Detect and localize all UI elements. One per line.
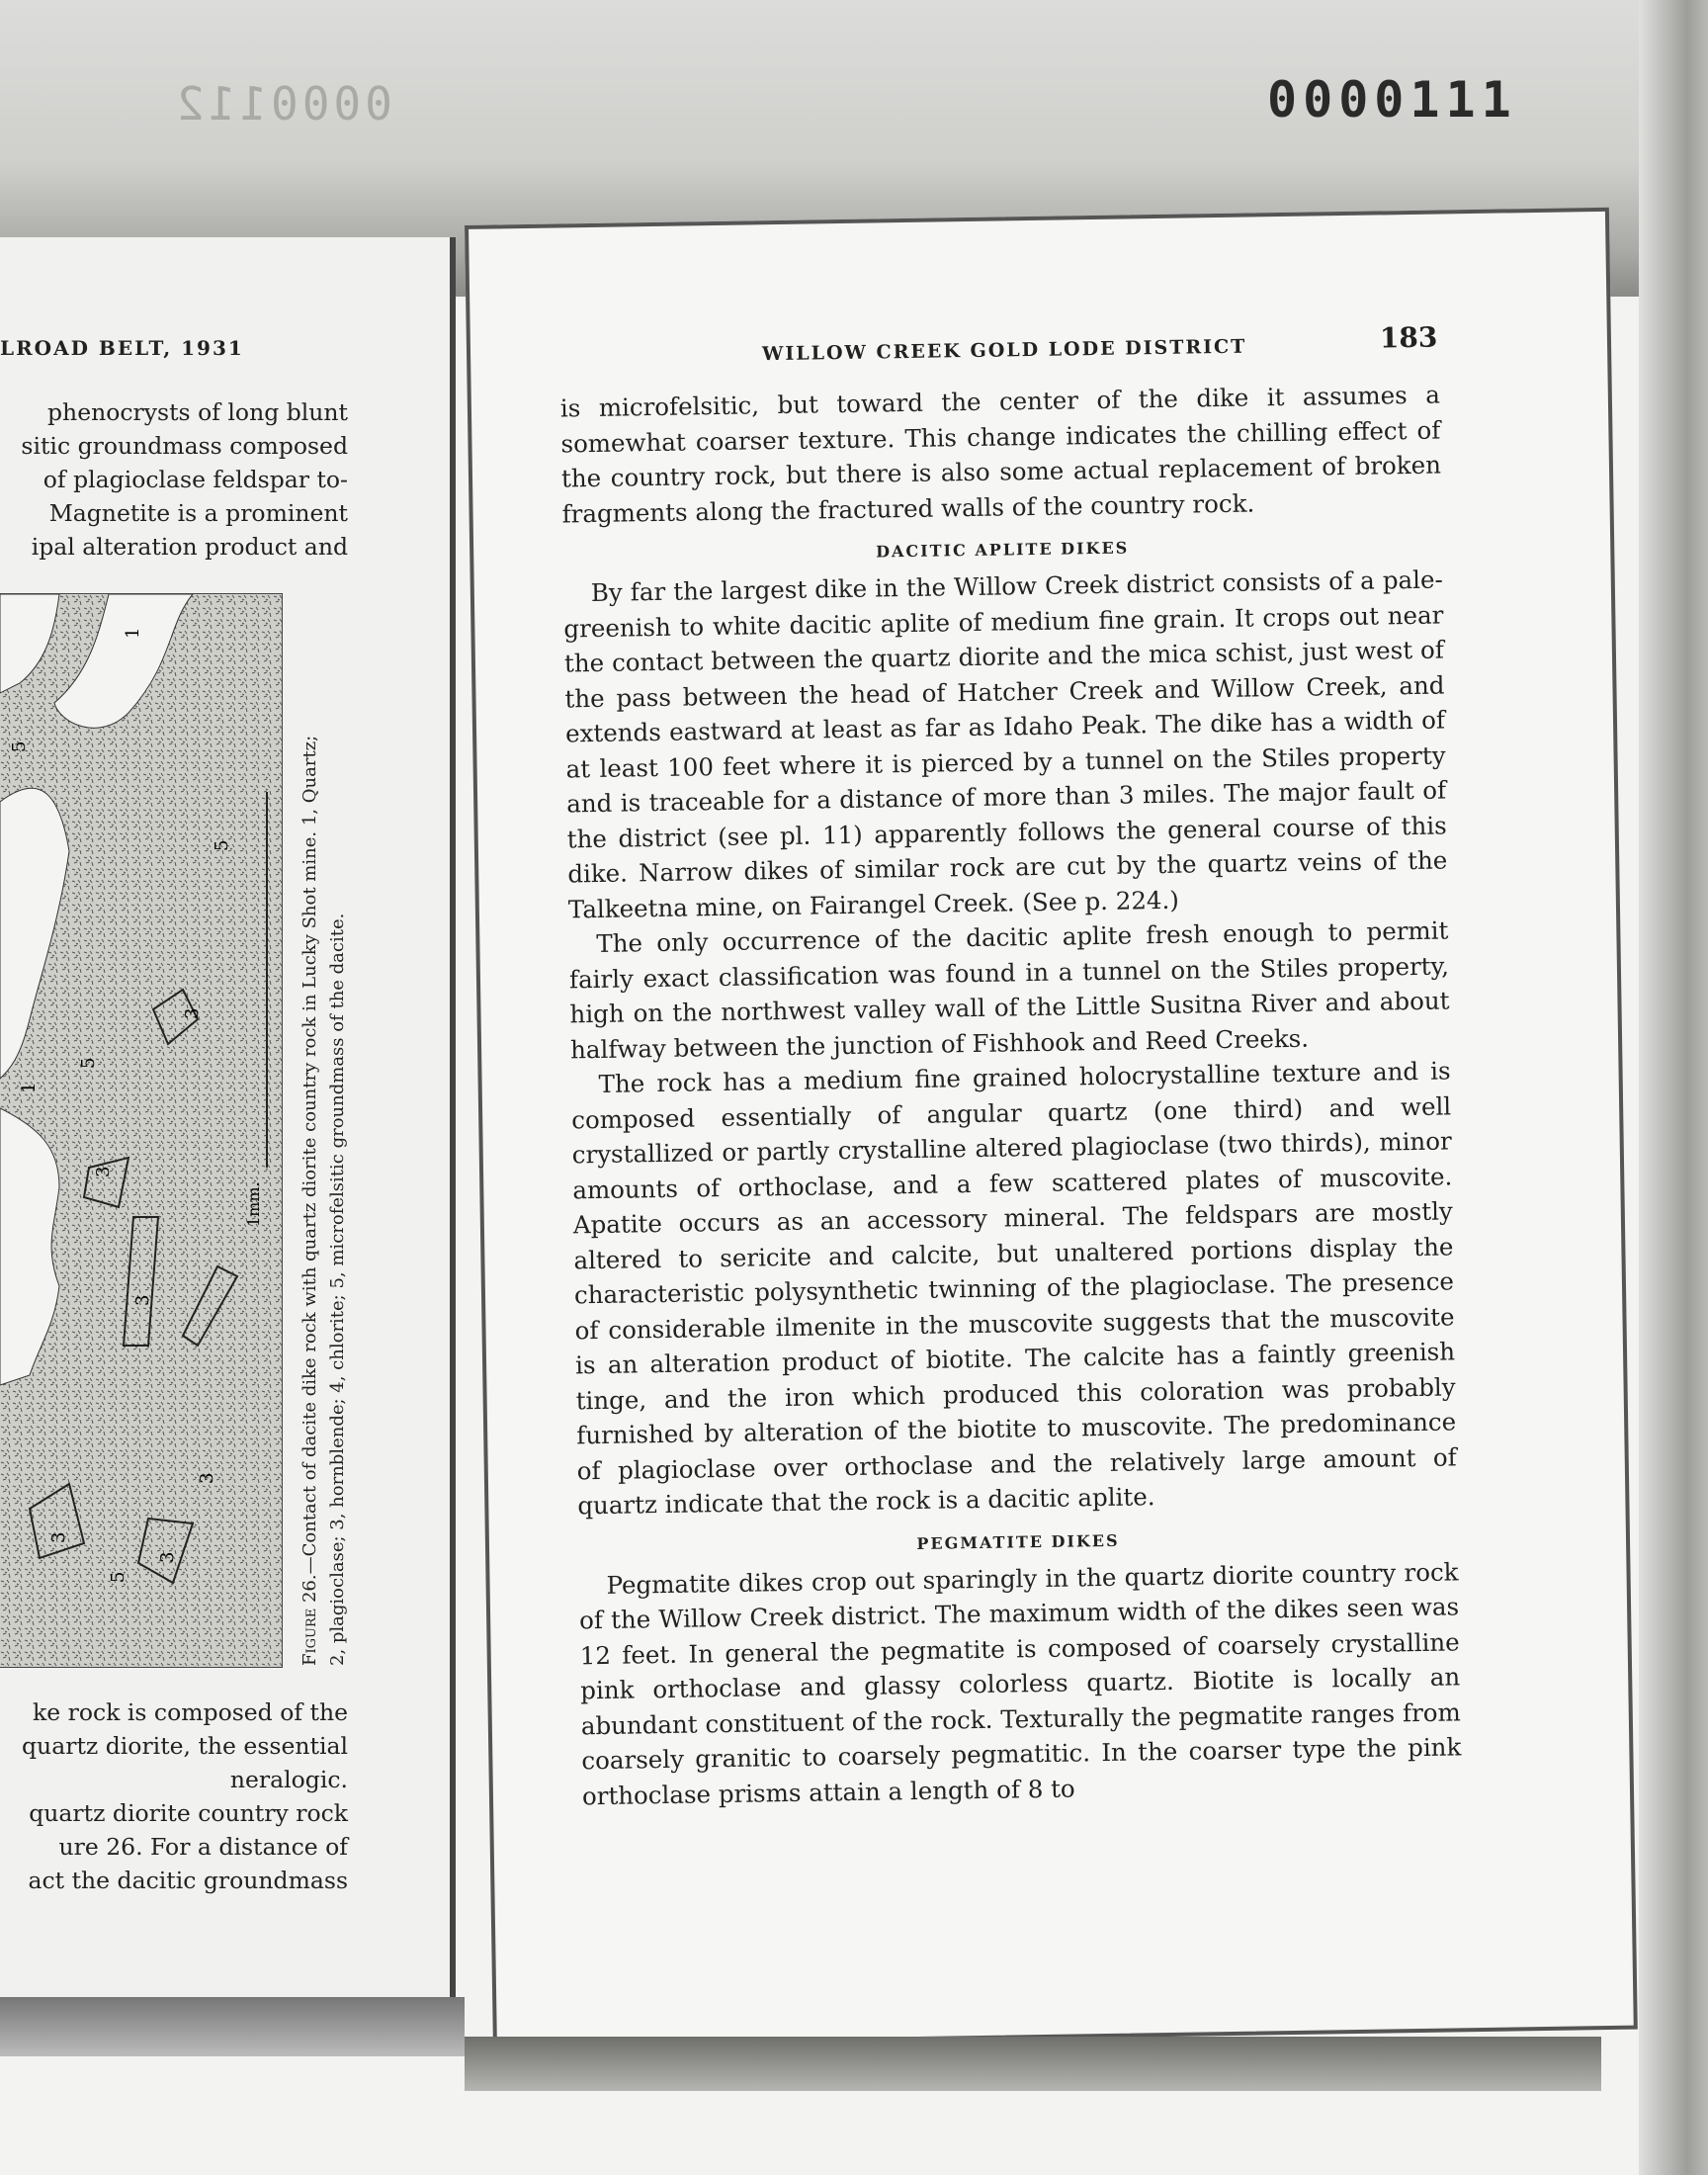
paragraph: The only occurrence of the dacitic aplite fresh enough to permit fairly exact classification was found in a tunnel on the Stiles property, high on the northwest valley wall of the Little Susitna River and about halfway between the junction of Fishhook and Reed Creeks. <box>568 915 1450 1064</box>
caption-line: 2, plagioclase; 3, hornblende; 4, chlorite; 5, microfelsitic groundmass of the dacite. <box>327 913 348 1666</box>
left-bottom-text <box>10 1696 348 1897</box>
paragraph: By far the largest dike in the Willow Creek district consists of a pale-greenish to white dacitic aplite of medium fine grain. It crops out near the contact between the quartz diorite and the mica schist, just west of the pass between the head of Hatcher Creek and Willow Creek, and extends eastward at least as far as Idaho Peak. The dike has a width of at least 100 feet where it is pierced by a tunnel on the Stiles property and is traceable for a distance of more than 3 miles. The major fault of the district (see pl. 11) apparently follows the general course of this dike. Narrow dikes of similar rock are cut by the quartz veins of the Talkeetna mine, on Fairangel Creek. (See p. 224.) <box>563 565 1448 923</box>
caption-line <box>297 593 324 1666</box>
caption-lead: Figure 26. <box>299 1574 320 1666</box>
right-page <box>465 208 1638 2047</box>
microscope-drawing <box>0 594 282 1667</box>
ghost-stamp-number: 0000112 <box>173 77 392 130</box>
left-text-line: neralogic. <box>229 1766 348 1793</box>
figure-label: 3 <box>182 1007 203 1019</box>
document-stamp-number: 0000111 <box>1267 71 1517 129</box>
figure-label: 3 <box>157 1551 178 1563</box>
figure-label: 1 <box>123 627 143 639</box>
left-text-line: phenocrysts of long blunt <box>47 398 348 426</box>
figure-label: 3 <box>197 1472 217 1484</box>
left-page <box>0 237 456 2037</box>
scale-label: 1mm. <box>244 1181 263 1227</box>
figure-label: 3 <box>93 1166 114 1177</box>
left-text-line: ke rock is composed of the <box>33 1698 348 1726</box>
figure-label: 1 <box>19 1082 40 1093</box>
figure-label: 5 <box>212 839 232 851</box>
left-text-line: act the dacitic groundmass <box>28 1867 348 1894</box>
figure-label: 5 <box>108 1571 128 1583</box>
left-text-line: quartz diorite, the essential <box>22 1732 348 1760</box>
body-text <box>560 378 1462 1814</box>
figure-label: 3 <box>132 1294 153 1306</box>
figure-26-caption <box>297 593 376 1666</box>
running-head: WILLOW CREEK GOLD LODE DISTRICT <box>761 335 1247 366</box>
left-text-line: ure 26. For a distance of <box>58 1833 348 1861</box>
left-top-text <box>10 395 348 564</box>
figure-26-drawing <box>0 593 283 1668</box>
left-running-head: LROAD BELT, 1931 <box>0 336 244 360</box>
section-heading-dacitic: DACITIC APLITE DIKES <box>876 538 1130 562</box>
figure-label: 3 <box>48 1531 69 1543</box>
caption-text: —Contact of dacite dike rock with quartz diorite country rock in Lucky Shot mine. 1, Quartz; <box>299 735 320 1575</box>
scan-shadow-right <box>1639 0 1708 2175</box>
left-text-line: Magnetite is a prominent <box>48 499 348 527</box>
figure-label: 5 <box>9 740 30 752</box>
left-text-line: ipal alteration product and <box>31 533 348 561</box>
figure-label: 5 <box>78 1057 99 1069</box>
left-text-line: quartz diorite country rock <box>29 1799 348 1827</box>
right-page-shadow <box>465 2037 1601 2091</box>
paragraph-opening: is microfelsitic, but toward the center of the dike it assumes a somewhat coarser texture. This change indicates the chilling effect of the country rock, but there is also some actual replacement of broken fragments along the fractured walls of the country rock. <box>559 380 1442 528</box>
left-page-shadow <box>0 1997 465 2056</box>
left-text-line: sitic groundmass composed <box>21 432 348 460</box>
paragraph: Pegmatite dikes crop out sparingly in the quartz diorite country rock of the Willow Creek district. The maximum width of the dikes seen was 12 feet. In general the pegmatite is composed of coarsely crystalline pink orthoclase and glassy colorless quartz. Biotite is locally an abundant constituent of the rock. Texturally the pegmatite ranges from coarsely granitic to coarsely pegmatitic. In the coarser type the pink orthoclase prisms attain a length of 8 to <box>578 1556 1462 1810</box>
page-number: 183 <box>1379 320 1438 355</box>
section-heading-pegmatite: PEGMATITE DIKES <box>916 1530 1120 1553</box>
left-text-line: of plagioclase feldspar to- <box>43 466 348 493</box>
paragraph: The rock has a medium fine grained holocrystalline texture and is composed essentially of angular quartz (one third) and well crystallized or partly crystalline altered plagioclase (two thirds), minor amounts of orthoclase, and a few scattered plates of muscovite. Apatite occurs as an accessory mineral. The feldspars are mostly altered to sericite and calcite, but unaltered portions display the characteristic polysynthetic twinning of the plagioclase. The presence of considerable ilmenite in the muscovite suggests that the muscovite is an alteration product of biotite. The calcite has a faintly greenish tinge, and the iron which produced this coloration was probably furnished by alteration of the biotite to muscovite. The predominance of plagioclase over orthoclase and the relatively large amount of quartz indicate that the rock is a dacitic aplite. <box>570 1056 1457 1521</box>
